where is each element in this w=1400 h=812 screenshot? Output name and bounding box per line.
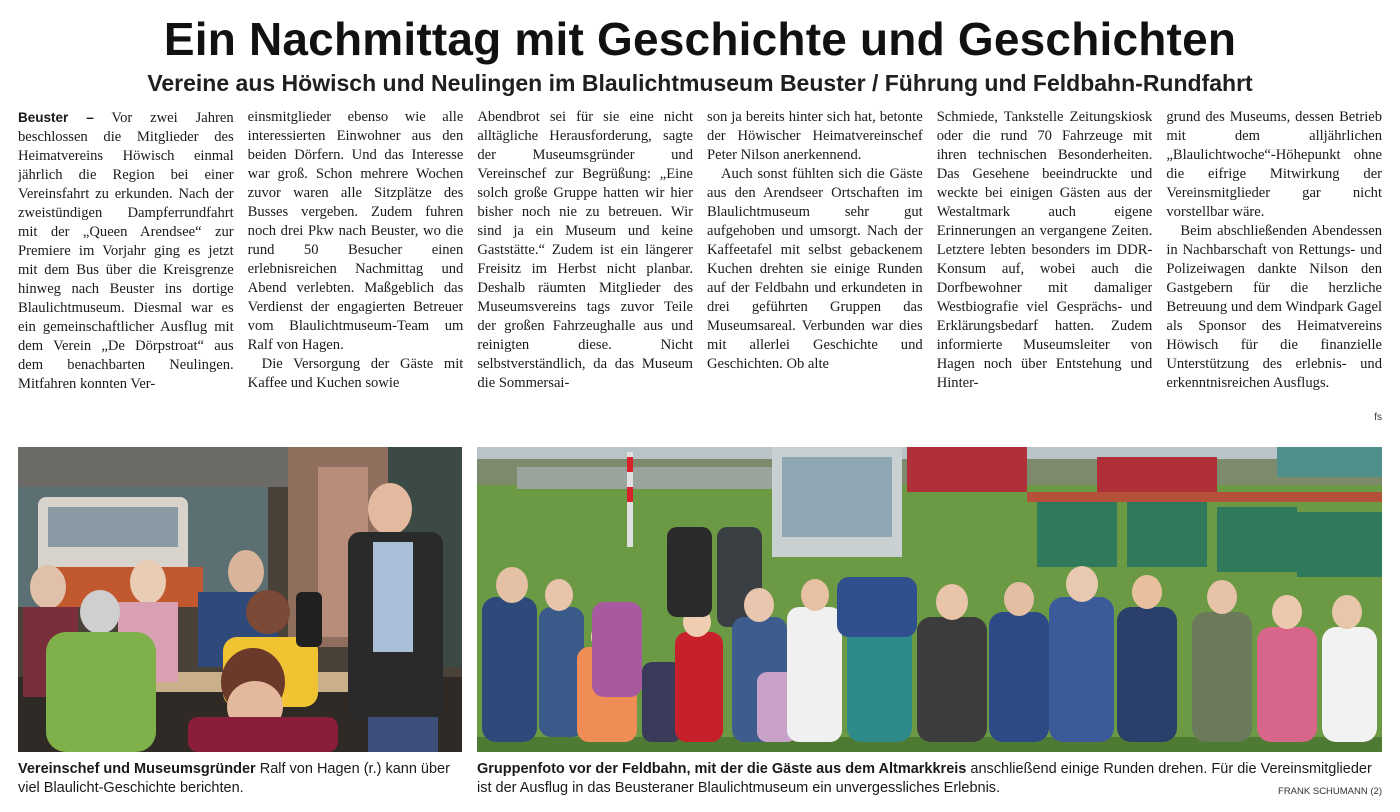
photo-group-feldbahn-illustration <box>477 447 1382 752</box>
photo-museum-hall-illustration <box>18 447 462 752</box>
paragraph: Die Versorgung der Gäste mit Kaffee und Kuchen sowie <box>247 356 464 391</box>
paragraph: Auch sonst fühlten sich die Gäste aus den Arendseer Ortschaften im Blaulichtmuseum sehr gut aufgehoben und umsorgt. Nach der Kaffeetafel mit selbst gebackenem Kuchen drehten sie einige Runden auf der Feldbahn und erkundeten in drei geführten Gruppen das Museumsareal. Verbunden war dies mit allerlei Geschichte und Geschichten. Ob alte <box>707 166 923 372</box>
paragraph: Beim abschließenden Abendessen in Nachbarschaft von Rettungs- und Polizeiwagen dankte Nilson den Gastgebern für die herzliche Betreuung und dem Windpark Gagel als Sponsor des Heimatvereins Höwisch für die finanzielle Unterstützung des erlebnis- und erkenntnisreichen Ausflugs. <box>1166 223 1383 391</box>
subheadline: Vereine aus Höwisch und Neulingen im Blaulichtmuseum Beuster / Führung und Feldbahn-Rundfahrt <box>147 70 1253 96</box>
headline: Ein Nachmittag mit Geschichte und Geschichten <box>163 13 1237 65</box>
article-column-2 <box>248 108 464 430</box>
paragraph: son ja bereits hinter sich hat, betonte der Höwischer Heimatvereinschef Peter Nilson anerkennend. <box>707 109 923 163</box>
article-column-6 <box>1166 108 1382 430</box>
article-body <box>18 108 1382 430</box>
photo-credit: FRANK SCHUMANN (2) <box>1278 786 1382 797</box>
photo-caption-right <box>477 760 1382 798</box>
paragraph: einsmitglieder ebenso wie alle interessierten Einwohner aus den beiden Dörfern. Und das Interesse war groß. Schon mehrere Wochen zuvor waren alle Sitzplätze des Busses vergeben. Zudem fuhren noch drei Pkw nach Beuster, wo die rund 50 Besucher einen erlebnisreichen Nachmittag und Abend verlebten. Maßgeblich das Verdienst der engagierten Betreuer vom Blaulichtmuseum-Team um Ralf von Hagen. <box>247 109 464 353</box>
caption-bold: Gruppenfoto vor der Feldbahn, mit der die Gäste aus dem Altmarkkreis <box>477 761 967 777</box>
dateline: Beuster – <box>18 110 94 125</box>
author-initials: fs <box>1374 412 1382 423</box>
paragraph <box>18 108 234 394</box>
photo-group-feldbahn <box>477 447 1382 752</box>
caption-bold: Vereinschef und Museumsgründer <box>18 761 256 777</box>
paragraph: Schmiede, Tankstelle Zeitungskiosk oder die rund 70 Fahrzeuge mit ihren technischen Besonderheiten. Das Gesehene beeindruckte und weckte bei einigen Gästen aus der Westaltmark auch eigene Erinnerungen an vergangene Zeiten. Letztere lebten besonders im DDR-Konsum auf, wobei auch die Dorfbewohner mit damaliger Westbiografie viel Gesprächs- und Erklärungsbedarf hatten. Zudem informierte Museumsleiter von Hagen noch über Entstehung und Hinter- <box>936 109 1153 391</box>
photo-museum-hall <box>18 447 462 752</box>
caption-text: Ralf von Hagen (r.) kann über viel Blaulicht-Geschichte berichten. <box>18 761 450 796</box>
paragraph: grund des Museums, dessen Betrieb mit dem alljährlichen „Blaulichtwoche“-Höhepunkt ohne die eifrige Mitwirkung der Vereinsmitglieder gar nicht vorstellbar wäre. <box>1166 109 1383 220</box>
caption-text: anschließend einige Runden drehen. Für die Vereinsmitglieder ist der Ausflug in das Beusteraner Blaulichtmuseum ein unvergessliches Erlebnis. <box>477 761 1372 796</box>
paragraph: Abendbrot sei für sie eine nicht alltägliche Herausforderung, sagte der Museumsgründer und Vereinschef zur Begrüßung: „Eine solch große Gruppe hatten wir hier bisher noch nie zu betreuen. Wir sind ja ein Museum und keine Gaststätte.“ Zudem ist ein längerer Freisitz im Herbst nicht planbar. Deshalb räumten Mitglieder des Museumsvereins tags zuvor Teile der großen Fahrzeughalle aus und reinigten diese. Nicht selbstverständlich, da das Museum die Sommersai- <box>477 109 694 391</box>
article-column-4 <box>707 108 923 430</box>
photo-caption-left <box>18 760 464 798</box>
paragraph-text: Vor zwei Jahren beschlossen die Mitglieder des Heimatvereins Höwisch einmal jährlich die Region bei einer Vereinsfahrt zu erkunden. Nach der zweistündigen Dampferrundfahrt mit der „Queen Arendsee“ zur Premiere im Vorjahr ging es jetzt mit dem Bus über die Kreisgrenze hinweg nach Beuster ins dortige Blaulichtmuseum. Diesmal war es ein gemeinschaftlicher Ausflug mit dem Verein „De Dörpstroat“ aus dem benachbarten Neulingen. Mitfahren konnten Ver- <box>18 110 234 392</box>
article-column-3 <box>477 108 693 430</box>
article-column-1 <box>18 108 234 430</box>
article-column-5 <box>937 108 1153 430</box>
